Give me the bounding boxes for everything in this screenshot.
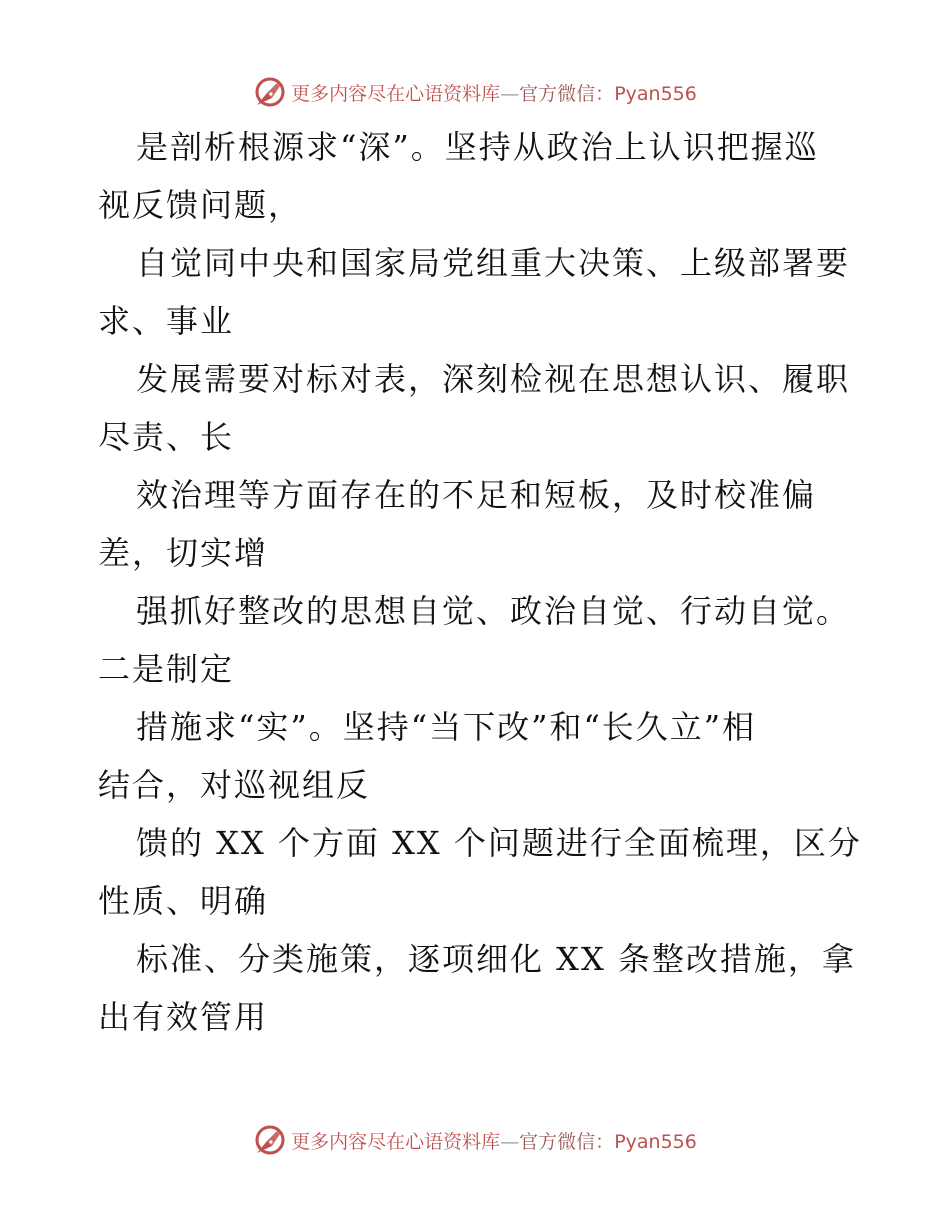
banner-text [291,79,697,106]
text-line: 发展需要对标对表，深刻检视在思想认识、履职 [136,360,851,398]
banner-wechat-id: Pyan556 [614,82,697,105]
document-body [98,118,862,1046]
text-line: 性质、明确 [98,882,269,920]
text-line: 差，切实增 [98,534,269,572]
text-line: 是剖析根源求“深”。坚持从政治上认识把握巡 [136,128,819,166]
text-line: 自觉同中央和国家局党组重大决策、上级部署要 [136,244,851,282]
pen-nib-logo-icon [253,75,287,109]
text-line: 视反馈问题， [98,186,303,224]
text-line: 效治理等方面存在的不足和短板，及时校准偏 [136,476,817,514]
text-line: 二是制定 [98,650,235,688]
text-line: 馈的 XX 个方面 XX 个问题进行全面梳理，区分 [136,824,862,862]
banner-separator: — [500,82,520,105]
pen-nib-logo-icon [253,1123,287,1157]
text-line: 结合，对巡视组反 [98,766,371,804]
banner-main-text: 更多内容尽在心语资料库 [291,1130,501,1153]
banner-separator: — [500,1130,520,1153]
banner-wechat-label: 官方微信： [519,1130,615,1153]
banner-main-text: 更多内容尽在心语资料库 [291,82,501,105]
text-line: 强抓好整改的思想自觉、政治自觉、行动自觉。 [136,592,851,630]
banner-wechat-id: Pyan556 [614,1130,697,1153]
text-line: 出有效管用 [98,998,269,1036]
footer-banner [0,1120,950,1160]
text-line: 措施求“实”。坚持“当下改”和“长久立”相 [136,708,757,746]
banner-wechat-label: 官方微信： [519,82,615,105]
banner-text [291,1127,697,1154]
text-line: 尽责、长 [98,418,235,456]
text-line: 标准、分类施策，逐项细化 XX 条整改措施，拿 [136,940,856,978]
text-line: 求、事业 [98,302,235,340]
header-banner [0,72,950,112]
